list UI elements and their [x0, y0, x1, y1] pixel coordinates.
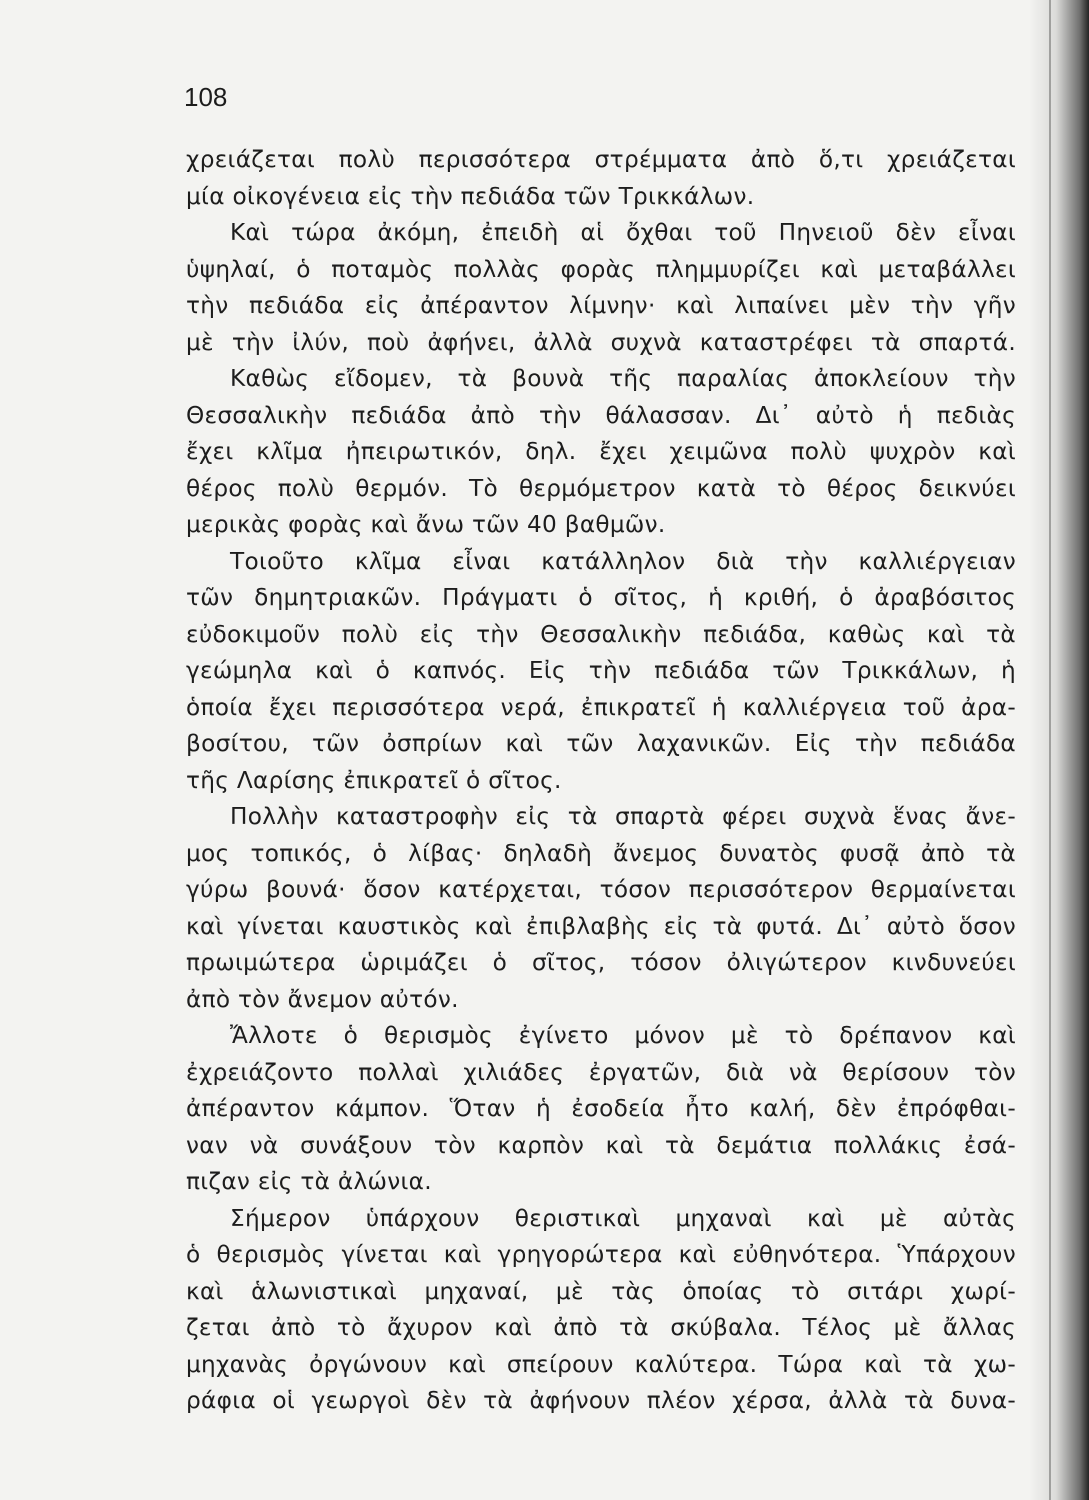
body-text [186, 142, 1016, 1420]
text-line: τῆς Λαρίσης ἐπικρατεῖ ὁ σῖτος. [186, 766, 562, 794]
text-line: Σήμερον ὑπάρχουν θεριστικαὶ μηχαναὶ καὶ μὲ αὐτὰς [230, 1204, 1016, 1232]
page-number: 108 [184, 82, 228, 112]
text-line: ναν νὰ συνάξουν τὸν καρπὸν καὶ τὰ δεμάτια πολλάκις ἐσά- [186, 1131, 1016, 1159]
text-line: Καὶ τώρα ἀκόμη, ἐπειδὴ αἱ ὄχθαι τοῦ Πηνειοῦ δὲν εἶναι [230, 219, 1016, 246]
text-line: ἀπὸ τὸν ἄνεμον αὐτόν. [186, 985, 459, 1013]
book-spine-shadow [1029, 0, 1089, 1500]
text-line: βοσίτου, τῶν ὀσπρίων καὶ τῶν λαχανικῶν. Εἰς τὴν πεδιάδα [186, 730, 1016, 757]
text-line: Θεσσαλικὴν πεδιάδα ἀπὸ τὴν θάλασσαν. Δι᾽ αὐτὸ ἡ πεδιὰς [186, 401, 1016, 429]
text-line: ὁποία ἔχει περισσότερα νερά, ἐπικρατεῖ ἡ καλλιέργεια τοῦ ἀρα- [186, 693, 1016, 721]
text-line: Ἄλλοτε ὁ θερισμὸς ἐγίνετο μόνον μὲ τὸ δρέπανον καὶ [230, 1022, 1016, 1049]
text-line: χρειάζεται πολὺ περισσότερα στρέμματα ἀπὸ ὅ,τι χρειάζεται [186, 146, 1016, 173]
text-line: γεώμηλα καὶ ὁ καπνός. Εἰς τὴν πεδιάδα τῶν Τρικκάλων, ἡ [186, 657, 1016, 684]
text-line: εὐδοκιμοῦν πολὺ εἰς τὴν Θεσσαλικὴν πεδιάδα, καθὼς καὶ τὰ [186, 620, 1016, 648]
text-line: θέρος πολὺ θερμόν. Τὸ θερμόμετρον κατὰ τὸ θέρος δεικνύει [186, 474, 1016, 502]
text-line: Πολλὴν καταστροφὴν εἰς τὰ σπαρτὰ φέρει συχνὰ ἕνας ἄνε- [230, 803, 1016, 830]
text-line: μία οἰκογένεια εἰς τὴν πεδιάδα τῶν Τρικκάλων. [186, 182, 755, 210]
text-line: μὲ τὴν ἰλύν, ποὺ ἀφήνει, ἀλλὰ συχνὰ καταστρέφει τὰ σπαρτά. [186, 328, 1016, 356]
text-line: ὁ θερισμὸς γίνεται καὶ γρηγορώτερα καὶ εὐθηνότερα. Ὑπάρχουν [186, 1241, 1016, 1268]
text-line: ράφια οἱ γεωργοὶ δὲν τὰ ἀφήνουν πλέον χέρσα, ἀλλὰ τὰ δυνα- [186, 1387, 1016, 1414]
text-line: μερικὰς φορὰς καὶ ἄνω τῶν 40 βαθμῶν. [186, 511, 666, 538]
text-line: πιζαν εἰς τὰ ἀλώνια. [186, 1168, 432, 1195]
text-line: καὶ γίνεται καυστικὸς καὶ ἐπιβλαβὴς εἰς τὰ φυτά. Δι᾽ αὐτὸ ὅσον [186, 912, 1016, 940]
text-line: καὶ ἁλωνιστικαὶ μηχαναί, μὲ τὰς ὁποίας τὸ σιτάρι χωρί- [186, 1277, 1016, 1305]
book-spine-edge [1049, 0, 1051, 1500]
text-line: Τοιοῦτο κλῖμα εἶναι κατάλληλον διὰ τὴν καλλιέργειαν [230, 547, 1016, 575]
text-line: τὴν πεδιάδα εἰς ἀπέραντον λίμνην· καὶ λιπαίνει μὲν τὴν γῆν [186, 292, 1016, 319]
text-line: ὑψηλαί, ὁ ποταμὸς πολλὰς φορὰς πλημμυρίζει καὶ μεταβάλλει [186, 255, 1016, 283]
text-line: πρωιμώτερα ὡριμάζει ὁ σῖτος, τόσον ὀλιγώτερον κινδυνεύει [186, 949, 1016, 976]
text-line: ἔχει κλῖμα ἠπειρωτικόν, δηλ. ἔχει χειμῶνα πολὺ ψυχρὸν καὶ [186, 438, 1016, 465]
text-line: μηχανὰς ὀργώνουν καὶ σπείρουν καλύτερα. Τώρα καὶ τὰ χω- [186, 1350, 1016, 1378]
text-line: τῶν δημητριακῶν. Πράγματι ὁ σῖτος, ἡ κριθή, ὁ ἀραβόσιτος [186, 584, 1016, 611]
text-line: ζεται ἀπὸ τὸ ἄχυρον καὶ ἀπὸ τὰ σκύβαλα. Τέλος μὲ ἄλλας [186, 1314, 1016, 1341]
text-line: γύρω βουνά· ὅσον κατέρχεται, τόσον περισσότερον θερμαίνεται [186, 876, 1016, 903]
text-line: ἐχρειάζοντο πολλαὶ χιλιάδες ἐργατῶν, διὰ νὰ θερίσουν τὸν [186, 1058, 1016, 1086]
text-line: Καθὼς εἴδομεν, τὰ βουνὰ τῆς παραλίας ἀποκλείουν τὴν [230, 365, 1016, 392]
text-line: μος τοπικός, ὁ λίβας· δηλαδὴ ἄνεμος δυνατὸς φυσᾷ ἀπὸ τὰ [186, 839, 1016, 867]
text-line: ἀπέραντον κάμπον. Ὅταν ἡ ἐσοδεία ἦτο καλή, δὲν ἐπρόφθαι- [186, 1095, 1016, 1122]
